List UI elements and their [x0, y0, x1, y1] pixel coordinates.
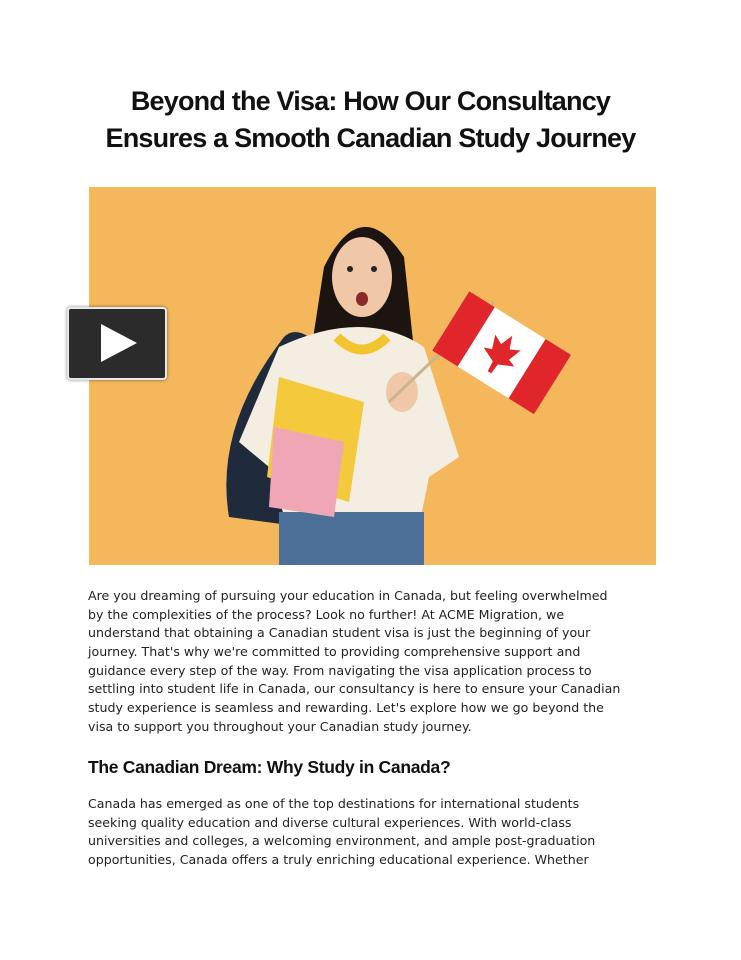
page-title-line-1: Beyond the Visa: How Our Consultancy: [130, 86, 611, 116]
intro-paragraph: [88, 587, 620, 737]
text-line: Canada has emerged as one of the top destinations for international students: [88, 796, 580, 811]
text-line: guidance every step of the way. From navigating the visa application process to: [88, 662, 592, 678]
page-title-line-2: Ensures a Smooth Canadian Study Journey: [105, 123, 636, 153]
section-heading: The Canadian Dream: Why Study in Canada?: [88, 757, 451, 777]
play-icon: [101, 324, 137, 362]
text-line: opportunities, Canada offers a truly enriching educational experience. Whether: [88, 852, 589, 868]
text-line: journey. That's why we're committed to providing comprehensive support and: [88, 644, 581, 660]
text-line: study experience is seamless and rewarding. Let's explore how we go beyond the: [88, 700, 604, 716]
text-line: Are you dreaming of pursuing your education in Canada, but feeling overwhelmed: [88, 588, 608, 603]
text-line: visa to support you throughout your Canadian study journey.: [88, 718, 472, 734]
text-line: seeking quality education and diverse cultural experiences. With world-class: [88, 814, 572, 830]
text-line: universities and colleges, a welcoming environment, and ample post-graduation: [88, 833, 596, 849]
student-with-canadian-flag-photo-icon: [89, 187, 656, 565]
hero-image: [89, 187, 656, 565]
play-video-button[interactable]: [67, 307, 167, 380]
text-line: settling into student life in Canada, our consultancy is here to ensure your Canadian: [88, 681, 621, 697]
text-line: understand that obtaining a Canadian student visa is just the beginning of your: [88, 625, 591, 641]
section-paragraph: [88, 795, 595, 870]
text-line: by the complexities of the process? Look no further! At ACME Migration, we: [88, 606, 565, 622]
